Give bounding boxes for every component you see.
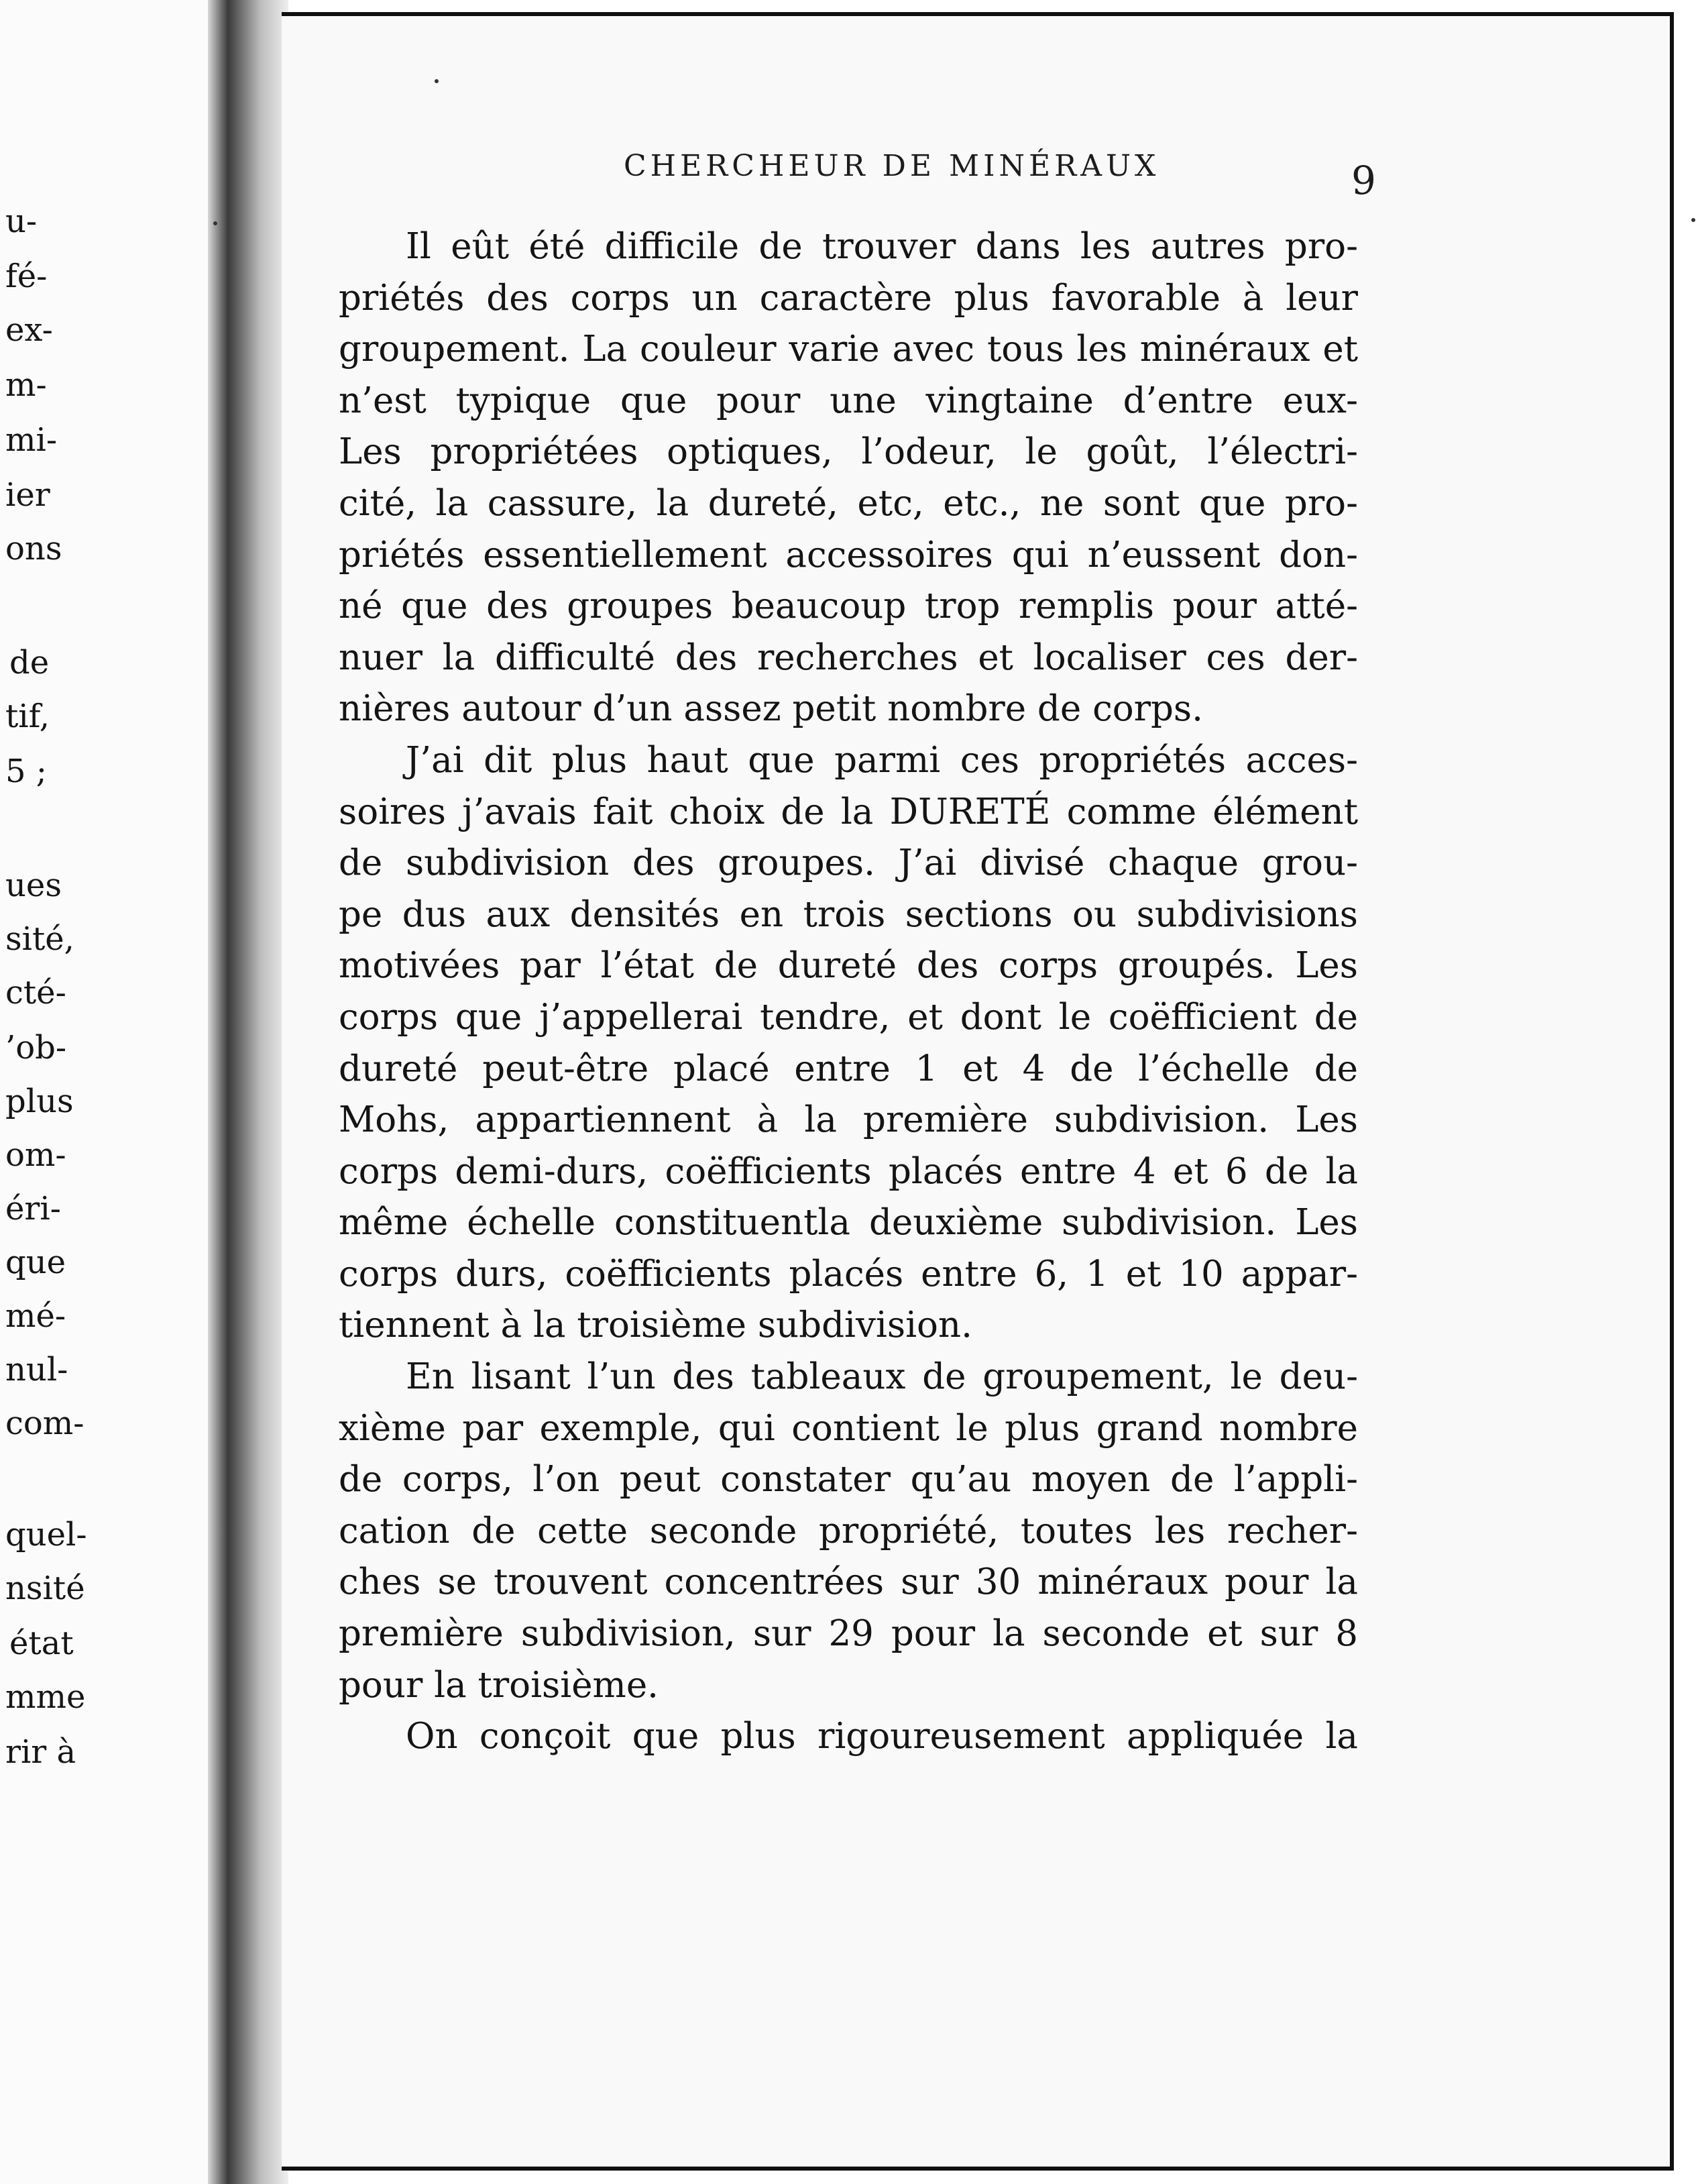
text-line: pour la troisième. (339, 1664, 659, 1706)
left-page-fragment: u- (5, 203, 38, 240)
text-line: En lisant l’un des tableaux de groupement, le deu- (406, 1356, 1358, 1398)
page-number: 9 (1351, 158, 1376, 203)
left-page-fragment: ues (5, 867, 62, 904)
text-line: même échelle constituentla deuxième subdivision. Les (339, 1202, 1358, 1244)
text-segment: soires j’avais fait choix de la (339, 791, 890, 832)
text-line: Mohs, appartiennent à la première subdivision. Les (339, 1099, 1358, 1141)
scan-speck (213, 221, 217, 225)
left-page-fragment: ons (5, 530, 62, 567)
text-line: xième par exemple, qui contient le plus grand nombre (339, 1407, 1358, 1449)
left-page-fragment: ier (5, 476, 50, 514)
left-page (0, 0, 231, 2184)
left-page-fragment: mi- (5, 421, 58, 459)
left-page-fragment: 5 ; (5, 753, 47, 790)
left-page-fragment: mme (5, 1678, 86, 1716)
text-line: groupement. La couleur varie avec tous les minéraux et (339, 329, 1358, 370)
text-line: priétés essentiellement accessoires qui n’eussent don- (339, 534, 1358, 576)
text-line: corps que j’appellerai tendre, et dont le coëfficient de (339, 996, 1358, 1038)
text-line: dureté peut-être placé entre 1 et 4 de l’échelle de (339, 1048, 1358, 1089)
left-page-fragment: sité, (5, 920, 74, 958)
text-line: première subdivision, sur 29 pour la seconde et sur 8 (339, 1613, 1358, 1655)
small-caps-term: DURETÉ (889, 791, 1051, 832)
book-gutter-shadow (208, 0, 288, 2184)
text-line: On conçoit que plus rigoureusement appliquée la (406, 1716, 1358, 1757)
text-line: tiennent à la troisième subdivision. (339, 1305, 972, 1346)
text-line: cation de cette seconde propriété, toutes les recher- (339, 1510, 1358, 1551)
left-page-fragment: com- (5, 1405, 84, 1442)
left-page-fragment: nul- (5, 1351, 68, 1388)
text-line: Les propriétées optiques, l’odeur, le goût, l’électri- (339, 431, 1358, 473)
text-line: corps durs, coëfficients placés entre 6, 1 et 10 appar- (339, 1253, 1358, 1295)
left-page-fragment: ex- (5, 311, 53, 349)
left-page-fragment: éri- (5, 1190, 61, 1227)
left-page-fragment: ’ob- (5, 1029, 67, 1067)
left-page-fragment: que (5, 1244, 66, 1281)
text-line: cité, la cassure, la dureté, etc, etc., ne sont que pro- (339, 482, 1358, 524)
left-page-fragment: om- (5, 1136, 66, 1174)
scan-speck (435, 79, 439, 83)
left-page-fragment: m- (5, 366, 47, 404)
text-line: Il eût été difficile de trouver dans les autres pro- (406, 226, 1358, 267)
left-page-fragment: quel- (5, 1516, 87, 1553)
text-line: né que des groupes beaucoup trop remplis pour atté- (339, 586, 1358, 627)
text-line: de corps, l’on peut constater qu’au moyen de l’appli- (339, 1459, 1358, 1500)
text-line: nuer la difficulté des recherches et localiser ces der- (339, 637, 1358, 678)
left-page-fragment: fé- (5, 258, 48, 295)
text-segment: comme élément (1050, 791, 1358, 832)
text-line: pe dus aux densités en trois sections ou subdivisions (339, 893, 1358, 935)
body-text (339, 221, 1358, 1763)
left-page-fragment: tif, (5, 698, 50, 735)
left-page-fragment: cté- (5, 974, 66, 1012)
text-line: n’est typique que pour une vingtaine d’entre eux- (339, 380, 1358, 421)
left-page-fragment: plus (5, 1083, 74, 1120)
text-line: motivées par l’état de dureté des corps groupés. Les (339, 945, 1358, 987)
running-head: CHERCHEUR DE MINÉRAUX (624, 149, 1160, 183)
text-line: corps demi-durs, coëfficients placés entre 4 et 6 de la (339, 1150, 1358, 1192)
left-page-fragment: état (9, 1625, 74, 1662)
left-page-fragment: mé- (5, 1297, 66, 1335)
text-line: ches se trouvent concentrées sur 30 minéraux pour la (339, 1562, 1358, 1603)
text-line: priétés des corps un caractère plus favorable à leur (339, 277, 1358, 319)
scan-speck (1691, 218, 1695, 222)
text-line: J’ai dit plus haut que parmi ces propriétés acces- (406, 739, 1358, 781)
left-page-fragment: de (9, 644, 50, 681)
left-page-fragment: rir à (5, 1733, 76, 1771)
text-line: nières autour d’un assez petit nombre de corps. (339, 688, 1203, 730)
text-line (339, 787, 1358, 838)
text-line: de subdivision des groupes. J’ai divisé chaque grou- (339, 842, 1358, 884)
left-page-fragment: nsité (5, 1570, 85, 1607)
